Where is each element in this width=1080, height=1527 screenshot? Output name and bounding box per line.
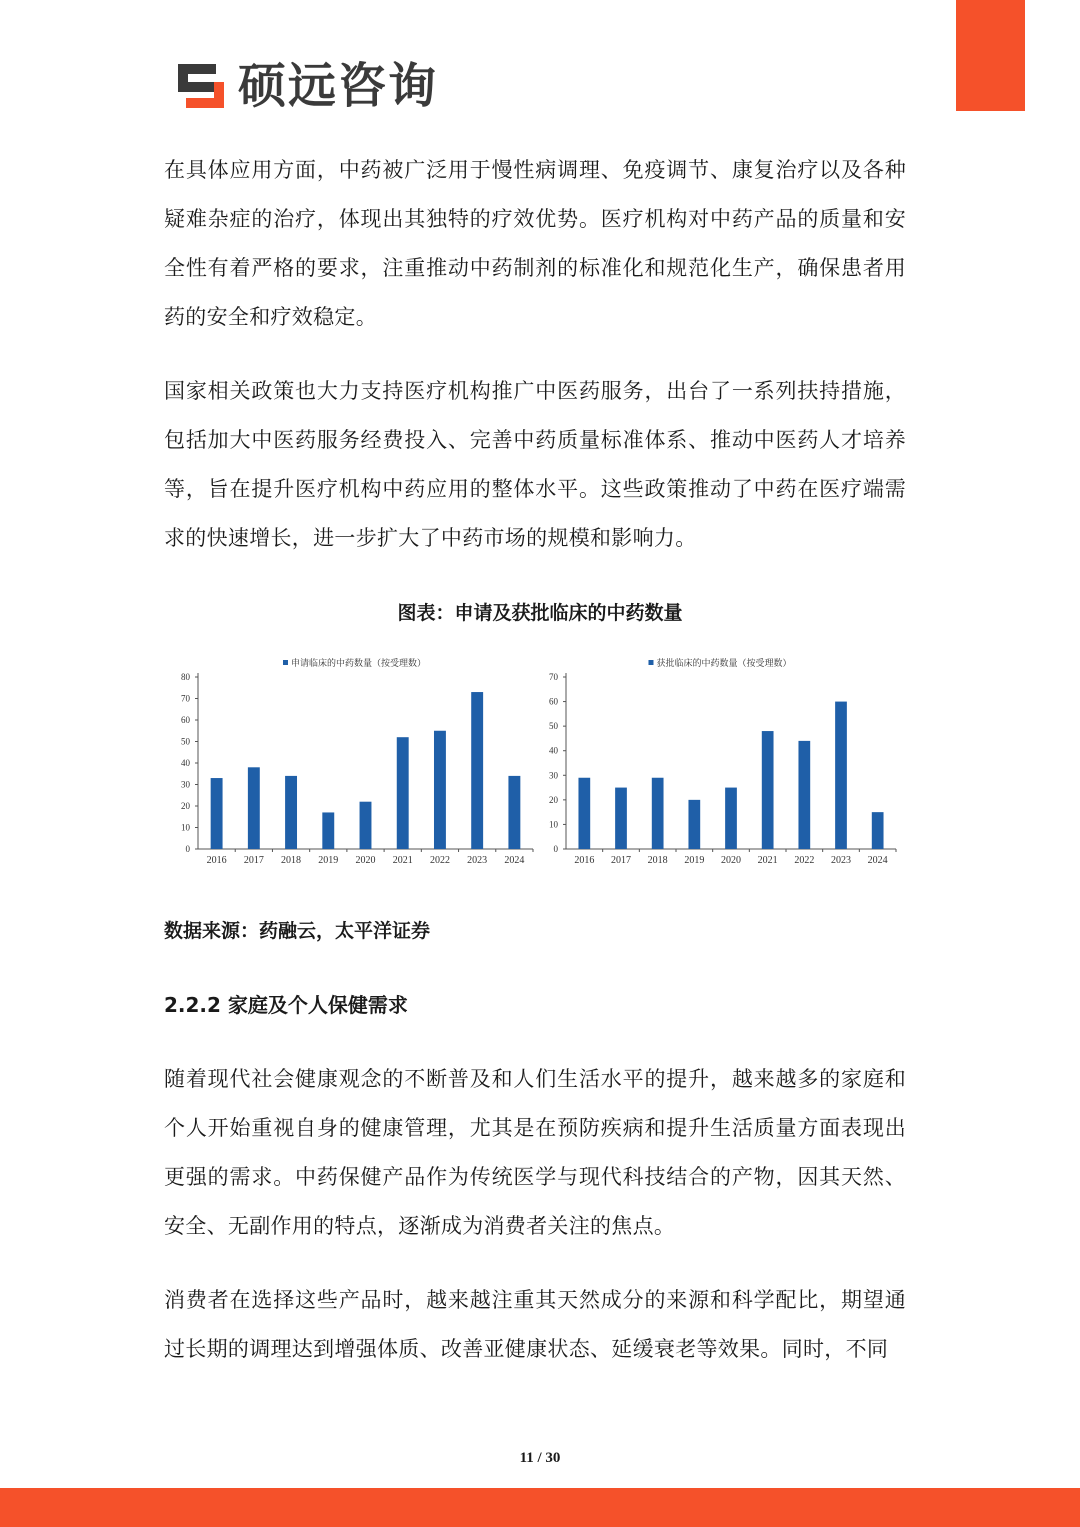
chart1-y-tick-label: 40 xyxy=(549,745,558,756)
chart0-x-tick-label-2018: 2018 xyxy=(281,855,302,866)
chart1-y-tick-label: 30 xyxy=(549,770,558,781)
chart1-y-tick-label: 20 xyxy=(549,794,558,805)
chart1-x-tick-label-2020: 2020 xyxy=(721,855,741,866)
body-paragraph-2: 国家相关政策也大力支持医疗机构推广中医药服务，出台了一系列扶持措施，包括加大中医药服务经费投入、完善中药质量标准体系、推动中医药人才培养等，旨在提升医疗机构中药应用的整体水平。这些政策推动了中药在医疗端需求的快速增长，进一步扩大了中药市场的规模和影响力。 xyxy=(164,379,906,550)
chart1-y-tick-label: 60 xyxy=(549,696,558,707)
chart0-y-tick-label: 50 xyxy=(181,736,190,747)
brand-name: 硕远咨询 xyxy=(238,58,439,114)
section-heading: 2.2.2 家庭及个人保健需求 xyxy=(164,993,408,1017)
chart1-bar-2016 xyxy=(578,778,590,849)
chart1-legend-swatch xyxy=(648,660,653,665)
data-source: 数据来源：药融云，太平洋证券 xyxy=(164,920,431,942)
chart1-bar-2018 xyxy=(652,778,664,849)
chart1-y-tick-label: 10 xyxy=(549,819,558,830)
chart-applications xyxy=(172,655,537,875)
chart1-y-tick-label: 0 xyxy=(553,844,558,854)
chart0-y-tick-label: 80 xyxy=(181,672,190,682)
chart-applications-panel xyxy=(172,655,537,879)
chart0-bar-2017 xyxy=(248,767,260,849)
chart0-bar-2020 xyxy=(360,802,372,849)
chart0-legend xyxy=(283,657,426,668)
chart1-bar-2021 xyxy=(762,731,774,849)
page-number: 11 / 30 xyxy=(519,1450,561,1466)
body-paragraph-3: 随着现代社会健康观念的不断普及和人们生活水平的提升，越来越多的家庭和个人开始重视自身的健康管理，尤其是在预防疾病和提升生活质量方面表现出更强的需求。中药保健产品作为传统医学与现代科技结合的产物，因其天然、安全、无副作用的特点，逐渐成为消费者关注的焦点。 xyxy=(164,1067,906,1238)
chart1-x-tick-label-2023: 2023 xyxy=(831,855,851,866)
chart0-bar-2016 xyxy=(211,778,223,849)
chart1-x-tick-label-2018: 2018 xyxy=(647,855,668,866)
chart0-legend-label: 申请临床的中药数量（按受理数） xyxy=(290,658,427,668)
brand-logo xyxy=(176,58,438,114)
chart1-y-tick-label: 70 xyxy=(549,672,558,682)
chart0-y-tick-label: 70 xyxy=(181,693,190,704)
chart1-bar-2017 xyxy=(615,788,627,849)
corner-accent-block xyxy=(956,0,1025,111)
chart1-bar-2024 xyxy=(872,812,884,849)
chart1-x-tick-label-2021: 2021 xyxy=(757,855,778,866)
sy-logo-icon xyxy=(176,62,226,110)
chart0-bar-2022 xyxy=(434,731,446,849)
chart0-y-tick-label: 10 xyxy=(181,822,190,833)
chart0-y-tick-label: 40 xyxy=(181,758,190,768)
bottom-accent-bar xyxy=(0,1488,1080,1527)
chart0-x-tick-label-2017: 2017 xyxy=(243,855,264,866)
chart0-bar-2023 xyxy=(471,692,483,849)
chart0-y-tick-label: 20 xyxy=(181,801,190,811)
chart1-bar-2020 xyxy=(725,788,737,849)
chart0-x-tick-label-2019: 2019 xyxy=(318,855,339,866)
chart0-bar-2019 xyxy=(322,812,334,849)
chart0-bar-2018 xyxy=(285,776,297,849)
chart0-x-tick-label-2024: 2024 xyxy=(504,855,525,866)
chart-approvals-panel xyxy=(540,655,900,879)
chart1-legend xyxy=(648,657,791,668)
figure-title: 图表：申请及获批临床的中药数量 xyxy=(397,602,683,624)
chart0-y-tick-label: 60 xyxy=(181,715,190,725)
chart1-bar-2019 xyxy=(688,800,700,849)
chart0-bar-2024 xyxy=(508,776,520,849)
chart-approvals xyxy=(540,655,900,875)
chart0-y-tick-label: 30 xyxy=(181,779,190,790)
chart1-x-tick-label-2017: 2017 xyxy=(611,855,631,866)
body-paragraph-4: 消费者在选择这些产品时，越来越注重其天然成分的来源和科学配比，期望通过长期的调理达到增强体质、改善亚健康状态、延缓衰老等效果。同时，不同 xyxy=(164,1288,906,1361)
chart1-legend-label: 获批临床的中药数量（按受理数） xyxy=(656,658,792,668)
chart0-x-tick-label-2016: 2016 xyxy=(206,855,227,866)
chart0-y-tick-label: 0 xyxy=(185,844,190,854)
body-paragraph-1: 在具体应用方面，中药被广泛用于慢性病调理、免疫调节、康复治疗以及各种疑难杂症的治疗，体现出其独特的疗效优势。医疗机构对中药产品的质量和安全性有着严格的要求，注重推动中药制剂的标准化和规范化生产，确保患者用药的安全和疗效稳定。 xyxy=(164,158,906,329)
chart0-x-tick-label-2020: 2020 xyxy=(355,855,376,866)
chart0-x-tick-label-2021: 2021 xyxy=(392,855,413,866)
chart0-x-tick-label-2022: 2022 xyxy=(429,855,450,866)
chart1-x-tick-label-2022: 2022 xyxy=(794,855,815,866)
chart1-x-tick-label-2024: 2024 xyxy=(867,855,888,866)
chart1-x-tick-label-2016: 2016 xyxy=(574,855,595,866)
chart1-bar-2023 xyxy=(835,702,847,849)
chart1-y-tick-label: 50 xyxy=(549,721,558,732)
chart0-bar-2021 xyxy=(397,737,409,849)
chart0-legend-swatch xyxy=(283,660,288,665)
chart1-bar-2022 xyxy=(798,741,810,849)
chart0-x-tick-label-2023: 2023 xyxy=(467,855,488,866)
chart1-x-tick-label-2019: 2019 xyxy=(684,855,705,866)
